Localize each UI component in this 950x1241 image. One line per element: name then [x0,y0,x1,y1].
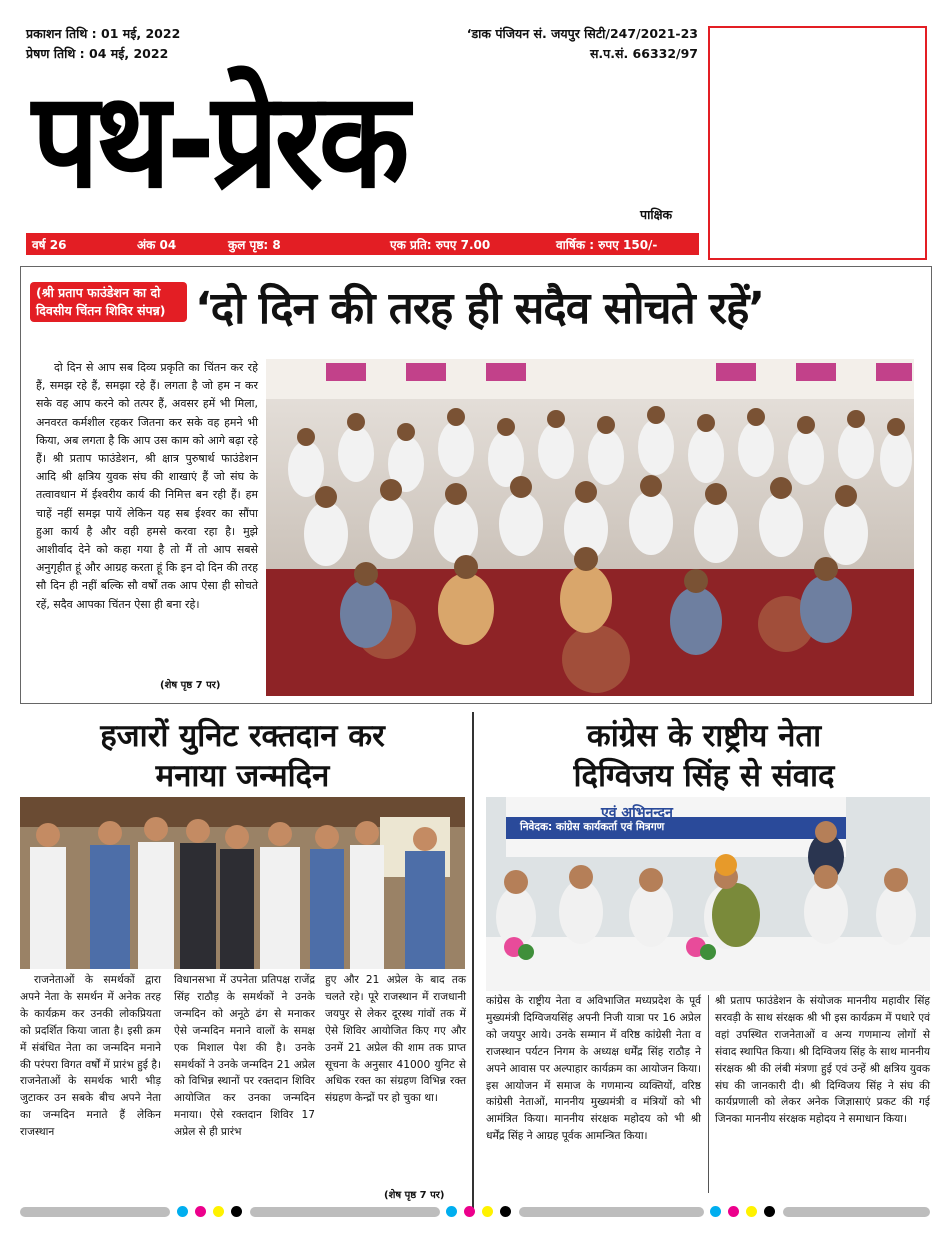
right-story-col1: कांग्रेस के राष्ट्रीय नेता व अविभाजित मध्यप्रदेश के पूर्व मुख्यमंत्री दिग्विजयसिंह अपनी निजी यात्रा पर 16 अप्रेल को जयपुर आये। उनके सम्मान में वरिष्ठ कांग्रेसी नेता व राजस्थान पर्यटन निगम के अध्यक्ष धर्मेंद्र सिंह राठौड़ ने अपने आवास पर अल्पाहार कार्यक्रम का आयोजन किया। इस आयोजन में समाज के गणमान्य व्यक्तियों, वरिष्ठ कांग्रेसी नेताओं, माननीय मुख्यमंत्री व मंत्रियों को भी आमंत्रित किया। माननीय संरक्षक महोदय को भी श्री धर्मेंद्र सिंह ने आग्रह पूर्वक आमन्त्रित किया। [486,995,701,1143]
magenta-registration-dot [728,1206,739,1217]
magenta-registration-dot [464,1206,475,1217]
yellow-registration-dot [746,1206,757,1217]
volume-year: वर्ष 26 [32,237,67,252]
left-story-headline-line2: मनाया जन्मदिन [155,758,330,794]
issue-number: अंक 04 [137,237,177,252]
column-divider [472,712,474,1212]
blood-donation-group-image [20,797,465,969]
footer-grey-bar [20,1207,170,1217]
newspaper-title: पथ-प्रेरक [32,62,406,218]
banner-text-line2: निवेदक: कांग्रेस कार्यकर्ता एवं मित्रगण [520,821,665,833]
magenta-registration-dot [195,1206,206,1217]
left-story-col2: विधानसभा में उपनेता प्रतिपक्ष राजेंद्र सिंह राठौड़ के समर्थकों ने उनके जन्मदिन को अनूठे ढंग से मनाकर ऐसे जन्मदिन मनाने वालों के समक्ष एक मिशाल पेश की है। उनके समर्थकों ने उनके जन्मदिन 21 अप्रेल को विभिन्न स्थानों पर रक्तदान शिविर आयोजित कर उनका जन्मदिन मनाया। ऐसे रक्तदान शिविर 17 अप्रेल से ही प्रारंभ [174,974,315,1139]
sps-number: स.प.सं. 66332/97 [589,46,698,61]
dispatch-date: प्रेषण तिथि : 04 मई, 2022 [26,46,169,61]
left-story-col3: हुए और 21 अप्रेल के बाद तक चलते रहे। पूरे राजस्थान में राजधानी जयपुर से लेकर दूरस्थ गांवों तक में ऐसे शिविर आयोजित किए गए और उनमें 21 अप्रेल की शाम तक प्राप्त सूचना के अनुसार 41000 युनिट से अधिक रक्त का संग्रहण विभिन्न रक्त संग्रहण केन्द्रों पर हो चुका था। [325,974,466,1105]
right-story-headline-line1: कांग्रेस के राष्ट्रीय नेता [586,718,822,754]
left-story-col1: राजनेताओं के समर्थकों द्वारा अपने नेता के समर्थन में अनेक तरह के कार्यक्रम कर उनकी लोकप्रियता को प्रदर्शित किया जाता है। इसी क्रम में संबंधित नेता का जन्मदिन मनाने की परंपरा विगत वर्षों में प्रारंभ हुई है। राजनेताओं के समर्थक भारी भीड़ जुटाकर उन सबके बीच अपने नेता का जन्मदिन मनाते हैं लेकिन राजस्थान [20,974,161,1139]
lead-story-headline: ‘दो दिन की तरह ही सदैव सोचते रहें’ [195,283,765,334]
cyan-registration-dot [446,1206,457,1217]
lead-story-continued: (शेष पृष्ठ 7 पर) [160,680,221,691]
black-registration-dot [764,1206,775,1217]
lead-story-photo [266,359,914,696]
cyan-registration-dot [177,1206,188,1217]
black-registration-dot [500,1206,511,1217]
lead-story-body: दो दिन से आप सब दिव्य प्रकृति का चिंतन कर रहे हैं, समझ रहे हैं, समझा रहे हैं। लगता है जो हम न कर सके वह आप करने को तत्पर हैं, अवसर हमें भी मिला, अनवरत कर्मशील रहकर जितना कर सके वह हमने भी किया, अब लगता है कि आप उस काम को आगे बढ़ा रहे हैं। श्री प्रताप फाउंडेशन, श्री क्षात्र पुरुषार्थ फाउंडेशन आदि श्री क्षत्रिय युवक संघ की शाखाएं हैं जो संघ के तत्वावधान में ईश्वरीय कार्य की निमित्त बन रही हैं। हम चाहें नहीं समझ पायें लेकिन यह सब ईश्वर का सौंपा हुआ कार्य है और वही हमसे करवा रहा है। मुझे आशीर्वाद देने को कहा गया है तो मैं तो आप सबसे अनुगृहीत हूं और आग्रह करता हूं कि इन दो दिन की तरह सौ दिन ही नहीं बल्कि सौ वर्षों तक आप ऐसा ही सोचते रहें, सदैव आपका चिंतन ऐसा ही बना रहे। [36,361,258,611]
cyan-registration-dot [710,1206,721,1217]
yellow-registration-dot [482,1206,493,1217]
right-story-col2: श्री प्रताप फाउंडेशन के संयोजक माननीय महावीर सिंह सरवड़ी के साथ संरक्षक श्री भी इस कार्यक्रम में पधारे एवं वहां उपस्थित राजनेताओं व अन्य गणमान्य लोगों से संवाद स्थापित किया। श्री दिग्विजय सिंह के साथ माननीय संरक्षक श्री की लंबी मंत्रणा हुई एवं उन्हें श्री क्षत्रिय युवक संघ की जानकारी दी। श्री दिग्विजय सिंह ने संघ की कार्यप्रणाली को लेकर अनेक जिज्ञासाएं प्रकट की गई जिनका माननीय संरक्षक महोदय ने समाधान किया। [715,995,930,1126]
publish-date: प्रकाशन तिथि : 01 मई, 2022 [26,26,181,41]
left-story-headline-line1: हजारों युनिट रक्तदान कर [100,718,385,754]
issue-info-bar [26,233,699,255]
right-story-headline-line2: दिग्विजय सिंह से संवाद [573,758,835,794]
newspaper-frequency: पाक्षिक [640,207,673,222]
right-story-col-divider [708,995,709,1193]
left-story-continued: (शेष पृष्ठ 7 पर) [384,1190,445,1201]
group-photo-image [266,359,914,696]
footer-grey-bar [783,1207,930,1217]
right-story-photo [486,797,930,991]
footer-grey-bar [250,1207,440,1217]
left-story-photo [20,797,465,969]
lead-story-kicker: (श्री प्रताप फाउंडेशन का दो दिवसीय चिंतन शिविर संपन्न) [30,282,187,322]
single-copy-price: एक प्रति: रुपए 7.00 [390,237,491,252]
total-pages: कुल पृष्ठ: 8 [228,237,281,252]
yellow-registration-dot [213,1206,224,1217]
annual-price: वार्षिक : रुपए 150/- [556,237,658,252]
postal-registration: ‘डाक पंजियन सं. जयपुर सिटी/247/2021-23 [466,26,698,41]
advertisement-box [708,26,927,260]
black-registration-dot [231,1206,242,1217]
banner-text-line1: एवं अभिनन्दन [601,805,673,821]
footer-grey-bar [519,1207,704,1217]
